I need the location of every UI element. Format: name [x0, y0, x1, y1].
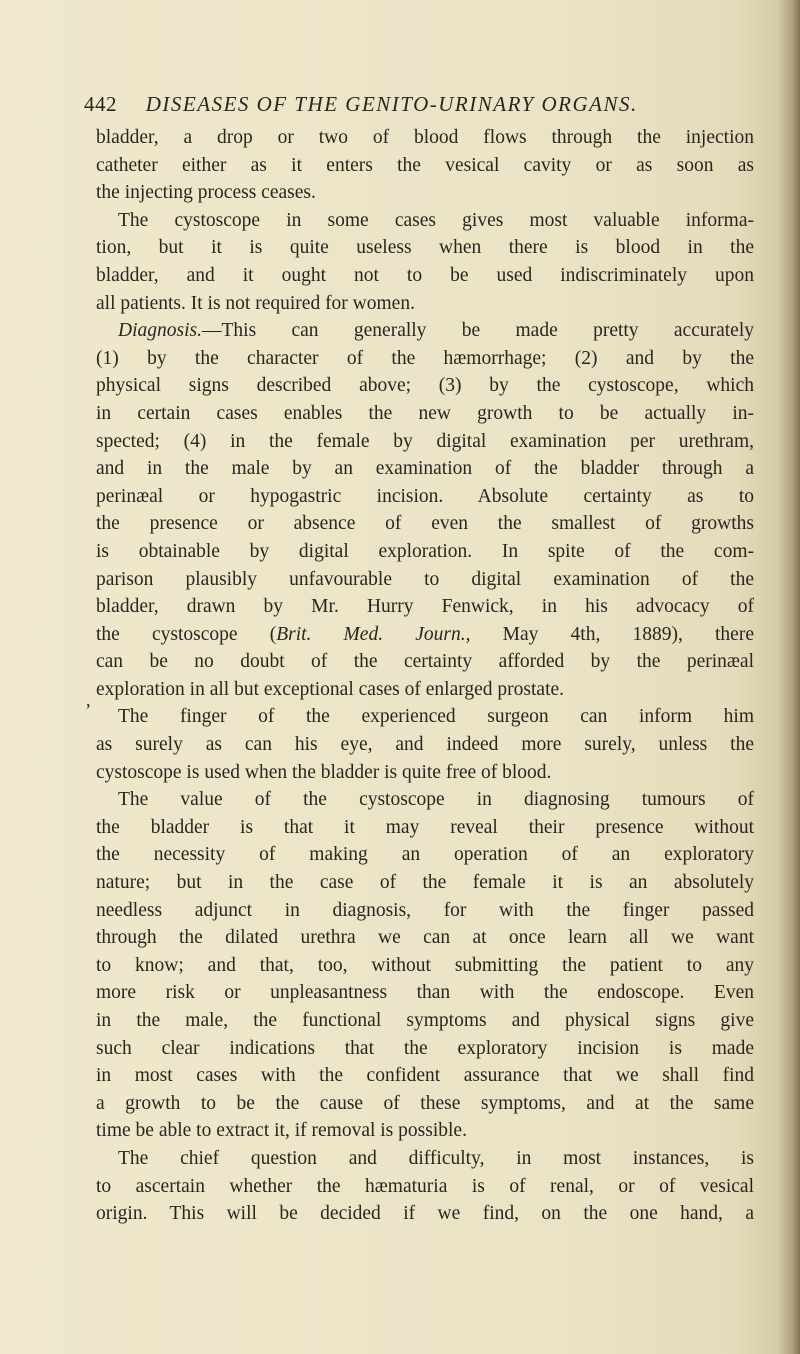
text-line: [96, 648, 754, 676]
text-segment: The cystoscope in some cases gives most valuable informa-: [118, 209, 754, 231]
text-segment: such clear indications that the exploratory incision is made: [96, 1037, 754, 1059]
text-segment: May 4th, 1889), there: [470, 623, 754, 645]
text-line: [96, 952, 754, 980]
text-segment: the necessity of making an operation of an exploratory: [96, 844, 754, 866]
text-segment: bladder, drawn by Mr. Hurry Fenwick, in his advocacy of: [96, 596, 754, 618]
text-line: [96, 731, 754, 759]
text-segment: nature; but in the case of the female it is an absolutely: [96, 872, 754, 894]
text-segment: bladder, and it ought not to be used indiscriminately upon: [96, 264, 754, 286]
text-line: [96, 455, 754, 483]
text-line: [96, 897, 754, 925]
text-segment: all patients. It is not required for women.: [96, 292, 415, 314]
italic-text: Diagnosis.: [118, 320, 202, 342]
text-line: [96, 124, 754, 152]
text-segment: can be no doubt of the certainty afforded by the perinæal: [96, 651, 754, 673]
text-segment: cystoscope is used when the bladder is quite free of blood.: [96, 761, 552, 783]
text-segment: the presence or absence of even the smallest of growths: [96, 513, 754, 535]
page-edge-shadow: [778, 0, 800, 1354]
text-line: [96, 1090, 754, 1118]
text-line: [96, 372, 754, 400]
text-segment: to ascertain whether the hæmaturia is of renal, or of vesical: [96, 1175, 754, 1197]
text-segment: bladder, a drop or two of blood flows through the injection: [96, 127, 754, 148]
text-segment: origin. This will be decided if we find, on the one hand, a: [96, 1203, 754, 1225]
italic-text: Brit. Med. Journ.,: [276, 623, 471, 645]
text-segment: perinæal or hypogastric incision. Absolute certainty as to: [96, 485, 754, 507]
text-line: [96, 262, 754, 290]
text-line: [96, 345, 754, 373]
text-segment: in the male, the functional symptoms and physical signs give: [96, 1010, 754, 1031]
text-line: [96, 510, 754, 538]
text-segment: through the dilated urethra we can at once learn all we want: [96, 927, 754, 949]
text-line: [96, 1035, 754, 1063]
text-line: [96, 869, 754, 897]
stray-mark: ,: [86, 690, 91, 710]
text-segment: more risk or unpleasantness than with the endoscope. Even: [96, 982, 754, 1004]
text-line: [96, 841, 754, 869]
text-line: [96, 1007, 754, 1035]
text-line: [96, 676, 754, 704]
text-line: [96, 428, 754, 456]
text-line: [96, 1062, 754, 1090]
body-text: [96, 124, 754, 1228]
text-line: [96, 621, 754, 649]
running-header: [84, 92, 724, 122]
text-segment: parison plausibly unfavourable to digital examination of the: [96, 568, 754, 590]
text-line: [96, 703, 754, 731]
text-segment: is obtainable by digital exploration. In spite of the com-: [96, 540, 754, 562]
text-line: [96, 290, 754, 318]
text-segment: in most cases with the confident assurance that we shall find: [96, 1065, 754, 1087]
text-line: [96, 207, 754, 235]
text-line: [96, 179, 754, 207]
text-line: [96, 483, 754, 511]
text-line: [96, 538, 754, 566]
text-line: [96, 566, 754, 594]
text-segment: the injecting process ceases.: [96, 182, 316, 204]
text-segment: exploration in all but exceptional cases of enlarged prostate.: [96, 678, 565, 700]
text-line: [96, 924, 754, 952]
text-segment: in certain cases enables the new growth to be actually in-: [96, 402, 754, 424]
text-line: [96, 814, 754, 842]
text-segment: —This can generally be made pretty accurately: [201, 320, 754, 342]
text-line: [96, 1173, 754, 1201]
text-segment: and in the male by an examination of the bladder through a: [96, 458, 754, 480]
text-segment: physical signs described above; (3) by the cystoscope, which: [96, 375, 754, 397]
text-segment: as surely as can his eye, and indeed more surely, unless the: [96, 734, 754, 756]
text-line: [96, 1200, 754, 1228]
text-segment: a growth to be the cause of these symptoms, and at the same: [96, 1092, 754, 1114]
text-line: [96, 759, 754, 787]
text-segment: The finger of the experienced surgeon can inform him: [118, 706, 754, 728]
text-line: [96, 1117, 754, 1145]
text-segment: (1) by the character of the hæmorrhage; (2) and by the: [96, 347, 754, 369]
text-line: [96, 1145, 754, 1173]
text-segment: spected; (4) in the female by digital examination per urethram,: [96, 430, 754, 452]
text-segment: catheter either as it enters the vesical cavity or as soon as: [96, 154, 754, 176]
text-segment: the cystoscope (: [96, 623, 277, 645]
text-line: [96, 979, 754, 1007]
text-segment: needless adjunct in diagnosis, for with the finger passed: [96, 899, 754, 921]
running-title: DISEASES OF THE GENITO-URINARY ORGANS.: [145, 92, 638, 116]
text-line: [96, 593, 754, 621]
text-line: [96, 234, 754, 262]
text-segment: to know; and that, too, without submitting the patient to any: [96, 954, 754, 976]
text-segment: The chief question and difficulty, in most instances, is: [118, 1147, 754, 1169]
text-segment: The value of the cystoscope in diagnosing tumours of: [118, 789, 754, 811]
text-line: [96, 786, 754, 814]
text-line: [96, 152, 754, 180]
text-segment: time be able to extract it, if removal is possible.: [96, 1120, 467, 1142]
text-line: [96, 400, 754, 428]
page-number: 442: [84, 92, 117, 116]
text-segment: the bladder is that it may reveal their presence without: [96, 816, 754, 838]
text-line: [96, 317, 754, 345]
text-segment: tion, but it is quite useless when there is blood in the: [96, 237, 754, 259]
